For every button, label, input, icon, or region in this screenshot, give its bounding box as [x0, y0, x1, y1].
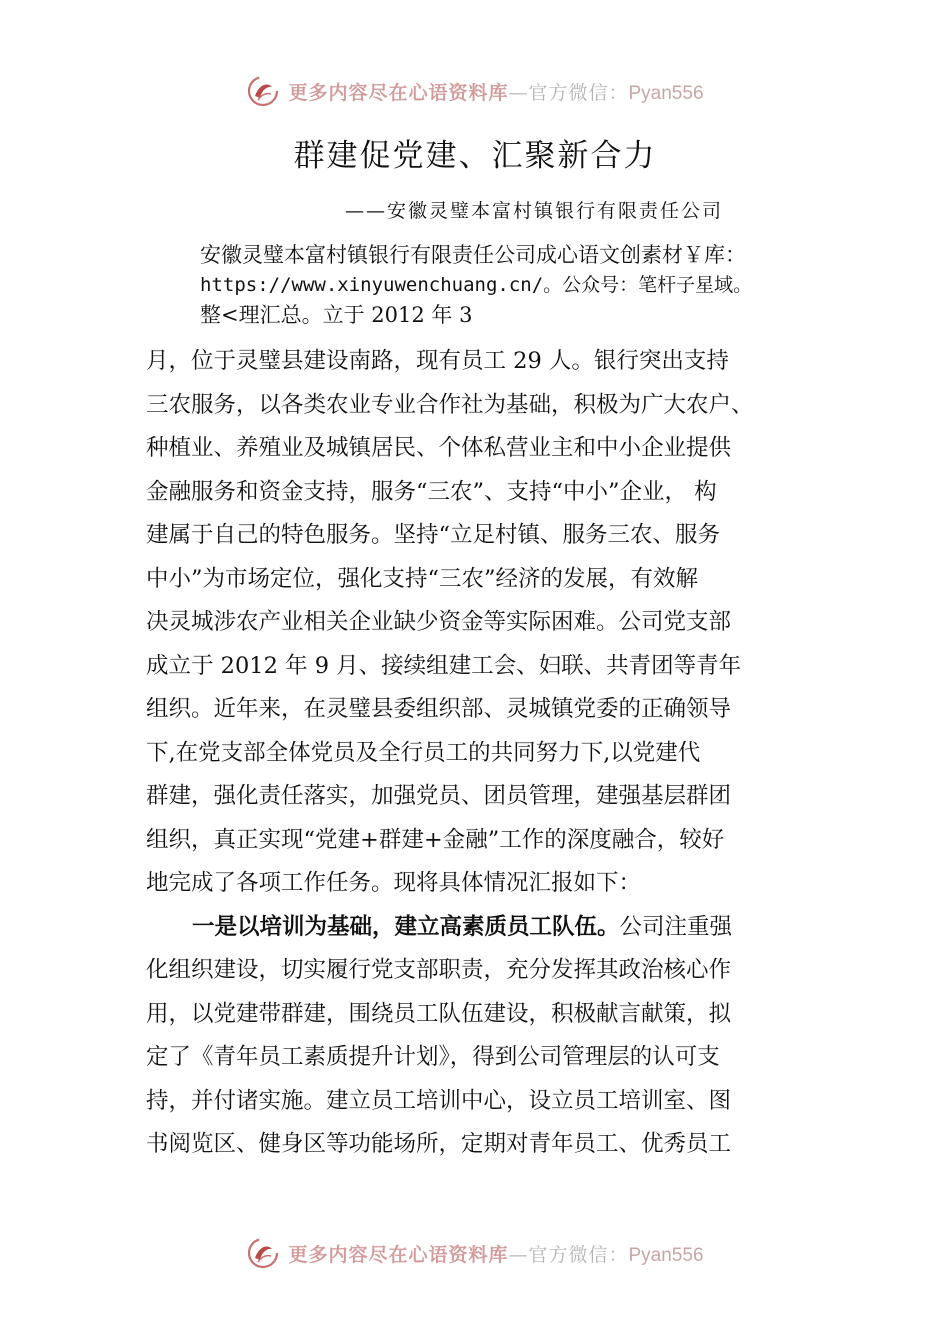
banner-wechat-id: Pyan556 [628, 1244, 704, 1266]
banner-text [288, 78, 703, 105]
body-line: 组织，真正实现“党建+群建+金融”工作的深度融合，较好 [146, 826, 725, 853]
swirl-logo-icon [246, 1236, 280, 1270]
header-banner [0, 68, 950, 114]
document-body [146, 340, 826, 1167]
body-line: 定了《青年员工素质提升计划》，得到公司管理层的认可支 [146, 1044, 720, 1070]
banner-wechat-id: Pyan556 [628, 82, 704, 104]
body-line: 化组织建设，切实履行党支部职责，充分发挥其政治核心作 [146, 957, 732, 983]
body-line: 持，并付诸实施。建立员工培训中心，设立员工培训室、图 [146, 1087, 732, 1114]
body-line: 下,在党支部全体党员及全行员工的共同努力下,以党建代 [146, 739, 701, 766]
swirl-logo-icon [246, 74, 280, 108]
body-line: 书阅览区、健身区等功能场所，定期对青年员工、优秀员工 [146, 1131, 732, 1157]
banner-wechat-label: 官方微信： [528, 81, 629, 104]
banner-brand: 更多内容尽在心语资料库 [288, 1243, 509, 1266]
body-line: 地完成了各项工作任务。现将具体情况汇报如下： [146, 870, 642, 896]
section1-first-line [146, 906, 826, 950]
body-line: 三农服务，以各类农业专业合作社为基础，积极为广大农户、 [146, 391, 754, 418]
body-line: 决灵城涉农产业相关企业缺少资金等实际困难。公司党支部 [146, 609, 732, 635]
banner-brand: 更多内容尽在心语资料库 [288, 81, 509, 104]
document-title: 群建促党建、汇聚新合力 [293, 138, 657, 174]
intro-line: 安徽灵璧本富村镇银行有限责任公司成心语文创素材￥库： [200, 243, 746, 267]
body-line: 中小”为市场定位，强化支持“三农”经济的发展，有效解 [146, 565, 699, 592]
body-line: 建属于自己的特色服务。坚持“立足村镇、服务三农、服务 [146, 522, 721, 548]
banner-text [288, 1240, 703, 1267]
footer-banner [0, 1230, 950, 1276]
intro-line: https://www.xinyuwenchuang.cn/。公众号：笔杆子星域。 [200, 274, 753, 296]
body-line: 用，以党建带群建，围绕员工队伍建设，积极献言献策，拟 [146, 1000, 732, 1027]
section1-first-rest: 公司注重强 [619, 913, 733, 940]
banner-dash: — [508, 1243, 529, 1266]
document-subtitle: ——安徽灵璧本富村镇银行有限责任公司 [345, 200, 724, 222]
body-line: 群建，强化责任落实，加强党员、团员管理，建强基层群团 [146, 783, 732, 809]
section1-lead: 一是以培训为基础，建立高素质员工队伍。 [192, 913, 620, 940]
banner-wechat-label: 官方微信： [528, 1243, 629, 1266]
intro-line: 整<理汇总。立于 2012 年 3 [200, 303, 473, 327]
body-line: 金融服务和资金支持，服务“三农”、支持“中小”企业， 构 [146, 478, 717, 505]
intro-block [200, 240, 900, 330]
banner-dash: — [508, 81, 529, 104]
body-line: 月，位于灵璧县建设南路，现有员工 29 人。银行突出支持 [146, 348, 729, 374]
body-line: 成立于 2012 年 9 月、接续组建工会、妇联、共青团等青年 [146, 652, 742, 679]
body-line: 组织。近年来，在灵璧县委组织部、灵城镇党委的正确领导 [146, 696, 732, 722]
body-line: 种植业、养殖业及城镇居民、个体私营业主和中小企业提供 [146, 435, 732, 461]
